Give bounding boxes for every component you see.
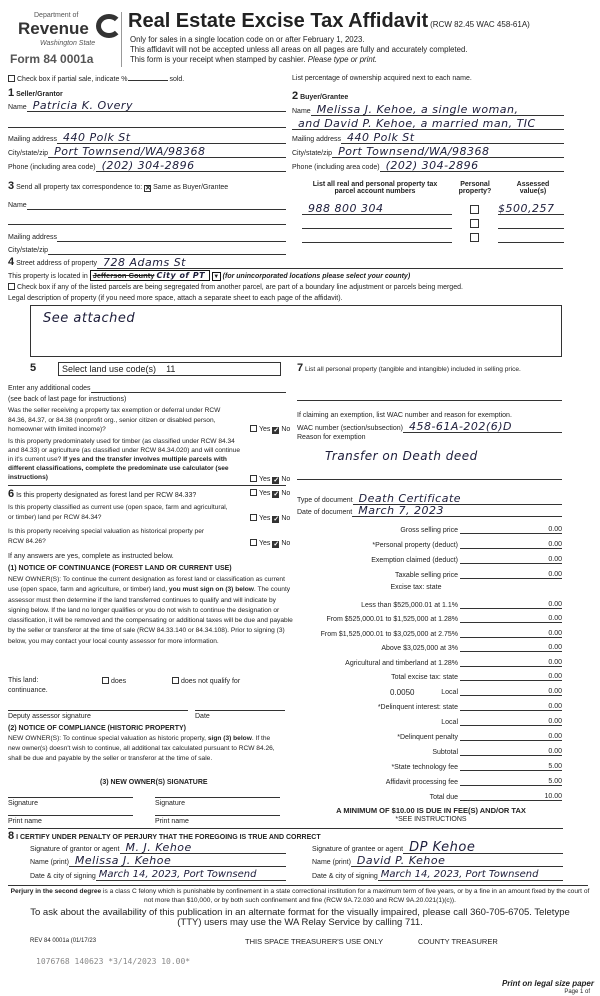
label: City/state/zip [8,150,49,157]
l: does not qualify for [181,678,241,685]
tax-value: 0.00 [460,688,562,696]
corr-name-line2[interactable] [8,224,286,225]
tax-value: 0.00 [460,644,562,652]
tax-value: 0.00 [460,541,562,549]
alt-format-note: To ask about the availability of this publication in an alternate format for the visually impaired, please call 360-705-6705. Teletype (TTY) users may use the WA Relay Service by calling 711. [30,907,570,928]
this-land: This land: [8,677,39,684]
buyer-phone-field[interactable] [292,159,564,172]
same-label: Same as Buyer/Grantee [153,184,229,191]
buyer-heading [292,90,348,102]
assessed-header [502,181,564,195]
t: NEW OWNER(S): To continue special valuation as historic property, [8,735,207,742]
grantor-signature-field[interactable] [30,841,286,854]
exempt-label: If claiming an exemption, list WAC number and reason for exemption. [297,412,512,419]
parcel-header [300,181,450,195]
segregated-row [8,283,463,291]
deputy-label: Deputy assessor signature [8,713,91,720]
buyer-phone: (202) 304-2896 [380,159,564,172]
notice-1-title: (1) NOTICE OF CONTINUANCE (FOREST LAND OR CURRENT USE) [8,565,232,572]
tax-value: 0.00 [460,673,562,681]
notice-2-title: (2) NOTICE OF COMPLIANCE (HISTORIC PROPERTY) [8,725,186,732]
tax-label: Agricultural and timberland at 1.28% [345,660,458,667]
parcel-number: 988 800 304 [302,202,452,215]
county-treasurer: COUNTY TREASURER [418,937,498,946]
buyer-city: Port Townsend/WA/98368 [332,145,564,158]
tax-value: 0.00 [460,571,562,579]
tax-row[interactable] [300,568,562,579]
seller-name-line2[interactable] [8,127,286,128]
parcel-number [302,216,452,229]
section-2-number: 2 [292,90,299,102]
personal-property-line[interactable] [297,400,562,401]
doc-date-field[interactable] [297,504,562,517]
partial-sale-checkbox[interactable] [8,75,15,82]
corr-name-field[interactable] [8,197,286,210]
partial-label: Check box if partial sale, indicate % [17,76,128,83]
logo-revenue: Revenue [18,19,89,38]
label: City/state/zip [8,247,49,254]
grantee-name-field[interactable] [312,854,563,867]
tax-row[interactable] [300,598,562,609]
reason-label: Reason for exemption [297,434,366,441]
section-3-number: 3 [8,180,15,192]
certify: I CERTIFY UNDER PENALTY OF PERJURY THAT THE FOREGOING IS TRUE AND CORRECT [16,834,321,841]
does-row [102,677,126,685]
buyer-name2: and David P. Kehoe, a married man, TIC [292,117,564,130]
grantee-date-field[interactable] [312,868,563,881]
tax-row[interactable] [300,656,562,667]
city: City of PT [156,271,206,280]
yes-label: Yes [259,490,271,497]
label: Date & city of signing [312,873,378,880]
seller-city-field[interactable] [8,145,286,158]
location-select[interactable] [90,270,210,281]
q-forest [8,488,196,500]
seller-heading [8,87,63,99]
seller-title: Seller/Grantor [16,91,63,98]
tax-row[interactable] [300,760,562,771]
tax-row[interactable] [300,612,562,623]
no-checkbox[interactable]: ✓ [273,427,280,434]
tax-label: From $1,525,000.01 to $3,025,000 at 2.75% [320,631,458,638]
county: Jefferson County [92,271,155,280]
tax-label: *State technology fee [391,764,458,771]
tax-value: 0.00 [460,733,562,741]
parcel-number [302,230,452,243]
tax-label: *Personal property (deduct) [372,542,458,549]
tax-label: Subtotal [432,749,458,756]
label: Signature of grantee or agent [312,846,404,853]
t: sign (3) below [207,735,252,742]
tax-value: 0.00 [460,615,562,623]
tax-row[interactable] [300,523,562,534]
tax-row[interactable] [300,790,562,801]
tax-label: Local [441,719,458,726]
wac-field[interactable] [297,420,562,433]
doc-type-value: Death Certificate [353,492,562,505]
header-line1: Only for sales in a single location code on or after February 1, 2023. [130,35,365,44]
assessed-value [498,230,564,243]
label: Date of document [297,509,353,516]
header-line3 [130,55,377,64]
tax-label: Exemption claimed (deduct) [371,557,458,564]
tax-label: *Delinquent interest: state [377,704,458,711]
q-bold: If yes and the transfer involves multiple parcels with different classifications, complete the predominate use calculator (see instructions) [8,456,229,481]
label: This property is located in [8,273,88,280]
logo-dept: Department of [34,12,79,19]
label: Name [8,104,27,111]
yes-no-group [250,514,290,523]
h: parcel account numbers [334,188,416,195]
section-7-text [297,363,562,375]
t: List all personal property (tangible and intangible) included in selling price. [304,366,521,373]
title-text: Real Estate Excise Tax Affidavit [128,10,429,32]
label: Name (print) [312,859,351,866]
grantee-signature-field[interactable] [312,841,563,854]
assessed-value-field[interactable] [498,202,564,215]
no-label: No [281,515,291,522]
does-checkbox[interactable] [102,677,109,684]
assessed-value: $500,257 [498,202,564,215]
no-label: No [281,490,291,497]
t: you must sign on (3) below [168,586,254,594]
yes-checkbox[interactable] [250,475,257,482]
t: . If the new owner(s) doesn't wish to continue, all additional tax calculated pursuant to RCW 84.26, shall be due and payable by the seller or transferor at the time of sale. [8,735,275,762]
buyer-city-field[interactable] [292,145,564,158]
label: Check box if any of the listed parcels are being segregated from another parcel, are part of a boundary line adjustment or parcels being merged. [17,284,463,291]
correspondence-row [8,180,228,192]
yes-label: Yes [259,515,271,522]
tax-label: From $525,000.01 to $1,525,000 at 1.28% [326,616,458,623]
tax-row[interactable] [300,700,562,711]
if-yes: If any answers are yes, complete as instructed below. [8,553,174,560]
header-divider [121,12,122,67]
legal-value: See attached [43,311,136,326]
tax-section-label: Excise tax: state [390,584,442,591]
parcel-number-field[interactable] [302,216,452,229]
buyer-mail-field[interactable] [292,131,564,144]
section-4-number: 4 [8,256,15,268]
no-checkbox[interactable]: ✓ [273,541,280,548]
yes-checkbox[interactable] [250,514,257,521]
tax-value: 0.00 [460,526,562,534]
perjury-note [8,887,592,905]
reason-value: Transfer on Death deed [325,449,478,463]
label: Type of document [297,497,353,504]
personal-property-checkbox[interactable] [470,205,479,214]
print-label: Print name [155,818,189,825]
sig-label: Signature [8,800,38,807]
rev: REV 84 0001a (01/17/23 [30,938,97,944]
h: Assessed [516,181,550,188]
no-checkbox[interactable]: ✓ [273,477,280,484]
t: Perjury in the second degree [10,888,102,895]
signature-line[interactable] [8,797,133,798]
title-rcw: (RCW 82.45 WAC 458-61A) [430,20,530,29]
label: Enter any additional codes [8,385,91,392]
partial-percent-field[interactable] [128,80,168,81]
t: NEW OWNER(S): To continue the current designation as forest land or classification as current use (open space, farm and agriculture, or timber) land, [8,576,285,594]
q-exemption: Was the seller receiving a property tax exemption or deferral under RCW 84.36, 84.37, or 84.38 (nonprofit org., senior citizen or disabled person, homeowner with limited income)? [8,407,221,433]
yes-no-group [250,539,290,548]
located-note: (for unincorporated locations please select your county) [222,273,411,280]
buyer-title: Buyer/Grantee [300,94,349,101]
located-row [8,270,410,281]
assessed-value-field[interactable] [498,230,564,243]
tax-row[interactable] [300,730,562,741]
tax-label: Taxable selling price [394,572,458,579]
q-text: Is this property predominately used for timber (as classified under RCW 84.34 and 84.33) or agriculture (as classified under RCW 84.34.020) and will continue in it's current use? [8,438,241,463]
additional-codes-field[interactable] [8,380,286,393]
tax-label: Total due [429,794,458,801]
header-line3b: Please type or print. [307,55,378,64]
legal-label: Legal description of property (if you need more space, attach a separate sheet to each page of the affidavit). [8,295,343,302]
tax-value: 0.00 [460,703,562,711]
partial-sale [8,75,184,83]
tax-value: 10.00 [460,793,562,801]
tax-row[interactable] [300,715,562,726]
header-line2: This affidavit will not be accepted unless all areas on all pages are fully and accurately completed. [130,45,468,54]
yes-label: Yes [259,540,271,547]
seller-mail-field[interactable] [8,131,286,144]
seller-name-field[interactable] [8,99,286,112]
label: Mailing address [8,136,58,143]
sig-label: Signature [155,800,185,807]
buyer-name-field[interactable] [292,103,564,116]
same-as-buyer-checkbox[interactable]: ✕ [145,185,151,192]
tax-value: 0.00 [460,748,562,756]
signature-line[interactable] [155,797,280,798]
partial-sold: sold. [169,76,185,83]
no-checkbox[interactable]: ✓ [273,516,280,523]
no-label: No [281,426,291,433]
deputy-signature-line[interactable] [8,710,188,711]
notice-1-text [8,575,293,647]
select-value: 11 [166,364,176,374]
divider [8,485,286,486]
yes-checkbox[interactable] [250,425,257,432]
does-not-checkbox[interactable] [172,677,179,684]
grantor-date: March 14, 2023, Port Townsend [96,868,286,881]
see-instructions: *SEE INSTRUCTIONS [395,816,467,823]
yes-no-group [250,425,290,434]
tax-value: 0.00 [460,601,562,609]
corr-text: Send all property tax correspondence to: [16,184,143,191]
grantee-name: David P. Kehoe [351,854,563,867]
assessed-value-field[interactable] [498,216,564,229]
see-back: (see back of last page for instructions) [8,396,127,403]
label: Phone (including area code) [8,164,96,171]
assessed-value [498,216,564,229]
grantor-date-field[interactable] [30,868,286,881]
tax-row[interactable] [300,627,562,638]
yes-checkbox[interactable] [250,539,257,546]
seller-phone: (202) 304-2896 [96,159,286,172]
label: Signature of grantor or agent [30,846,120,853]
tax-label: Affidavit processing fee [385,779,458,786]
segregated-checkbox[interactable] [8,283,15,290]
tax-value: 0.00 [460,556,562,564]
tax-label: Above $3,025,000 at 3% [381,645,458,652]
corr-city-field[interactable] [8,242,286,255]
cashier-stamp: 1076768 140623 *3/14/2023 10.00* [36,957,191,966]
tax-row[interactable] [300,745,562,756]
divider [8,885,588,886]
tax-value: 5.00 [460,763,562,771]
tax-value: 5.00 [460,778,562,786]
tax-row[interactable] [300,553,562,564]
street-value: 728 Adams St [97,256,563,269]
land-use-select[interactable] [58,362,281,376]
personal-header [452,181,498,195]
h: Personal [460,181,490,188]
logo-swirl-icon [96,14,122,38]
q: Is this property designated as forest land per RCW 84.33? [16,492,197,499]
yes-no-group [250,489,290,498]
section-6-number: 6 [8,488,15,500]
no-label: No [281,476,291,483]
seller-name: Patricia K. Overy [27,99,286,112]
label: Phone (including area code) [292,164,380,171]
select-label: Select land use code(s) [62,364,157,374]
does-not-row [172,677,240,685]
label: Mailing address [292,136,342,143]
tax-label: Local [441,689,458,696]
minimum-due: A MINIMUM OF $10.00 IS DUE IN FEE(S) AND/OR TAX [336,806,526,815]
grantor-signature: M. J. Kehoe [120,841,286,854]
legal-paper: Print on legal size paper [501,979,594,988]
h: value(s) [519,188,547,195]
yes-no-group [250,475,290,484]
label: City/state/zip [292,150,333,157]
label: Street address of property [16,260,98,267]
tax-label: *Delinquent penalty [397,734,458,741]
grantee-signature: DP Kehoe [403,841,563,854]
notice-3-title: (3) NEW OWNER(S) SIGNATURE [100,779,208,786]
seller-city: Port Townsend/WA/98368 [48,145,286,158]
seller-mail: 440 Polk St [57,131,286,144]
divider [8,828,563,829]
buyer-mail: 440 Polk St [341,131,564,144]
wac-value: 458-61A-202(6)D [403,420,562,433]
page-title [128,10,530,33]
section-1-number: 1 [8,87,15,99]
date-label: Date [195,713,210,720]
tax-label: Gross selling price [400,527,458,534]
tax-value: 0.00 [460,659,562,667]
parcel-number-field[interactable] [302,202,452,215]
grantor-name: Melissa J. Kehoe [69,854,286,867]
tax-row[interactable] [300,670,562,681]
label: Name [292,108,311,115]
tax-value: 0.00 [460,718,562,726]
print-line[interactable] [8,815,133,816]
reason-line[interactable] [297,479,562,480]
street-field[interactable] [8,256,563,269]
grantor-name-field[interactable] [30,854,286,867]
label: Date & city of signing [30,873,96,880]
label: Mailing address [8,234,58,241]
label: Name [8,202,27,209]
label: WAC number (section/subsection) [297,425,403,432]
page-number: Page 1 of [564,989,590,995]
section-7-number: 7 [297,362,304,374]
no-label: No [281,540,291,547]
yes-label: Yes [259,426,271,433]
q-timber [8,437,244,482]
buyer-name2-field[interactable] [292,117,564,130]
doc-date-value: March 7, 2023 [352,504,562,517]
tax-row[interactable] [300,641,562,652]
buyer-name: Melissa J. Kehoe, a single woman, [311,103,564,116]
print-line[interactable] [155,815,280,816]
tax-row[interactable] [300,685,562,696]
section-5-number: 5 [30,362,37,374]
h: List all real and personal property tax [312,181,438,188]
tax-label: Total excise tax: state [391,674,458,681]
label: Name (print) [30,859,69,866]
notice-2-text [8,734,278,764]
personal-property-checkbox[interactable] [470,219,479,228]
form-number: Form 84 0001a [10,52,94,66]
dropdown-arrow-icon[interactable]: ▼ [213,274,220,280]
q-current-use: Is this property classified as current use (open space, farm and agricultural, or timber) land per RCW 84.34? [8,504,228,522]
tax-value: 0.00 [460,630,562,638]
personal-property-checkbox[interactable] [470,233,479,242]
seller-phone-field[interactable] [8,159,286,172]
q-historical: Is this property receiving special valuation as historical property per RCW 84.26? [8,528,205,546]
yes-label: Yes [259,476,271,483]
print-label: Print name [8,818,42,825]
tax-label: Less than $525,000.01 at 1.1% [361,602,458,609]
tax-row[interactable] [300,538,562,549]
date-line[interactable] [195,710,285,711]
h: property? [458,188,492,195]
t: is a class C felony which is punishable by confinement in a state correctional institution for a maximum term of five years, or by a fine in an amount fixed by the court of not more than $10,000, or by both such confinement and fine (RCW 9A.72.030 and RCW 9A.20.021(1)(c)). [101,888,590,904]
logo-state: Washington State [40,40,96,47]
local-rate: 0.0050 [390,688,415,697]
l: does [111,678,127,685]
t: . The county assessor must then determine if the land transferred continues to qualify and will indicate by signing below. If the land no longer qualifies or you do not wish to continue the designation or classification, it will be removed and the compensating or additional taxes will be due and payable by the seller or transferor at the time of sale (RCW 84.33.140 or 84.34.108). Prior to signing (3) below, you may contact your local county assessor for more information. [8,586,293,645]
corr-mail-field[interactable] [8,229,286,242]
treasurer-use: THIS SPACE TREASURER'S USE ONLY [245,937,384,946]
continuance: continuance. [8,687,48,694]
header-line3a: This form is your receipt when stamped by cashier. [130,55,306,64]
grantee-date: March 14, 2023, Port Townsend [378,868,563,881]
no-checkbox[interactable]: ✓ [273,491,280,498]
tax-row[interactable] [300,775,562,786]
section-8-number: 8 [8,830,15,842]
ownership-note: List percentage of ownership acquired next to each name. [292,75,472,82]
yes-checkbox[interactable] [250,489,257,496]
parcel-number-field[interactable] [302,230,452,243]
legal-description-box[interactable] [30,305,562,357]
